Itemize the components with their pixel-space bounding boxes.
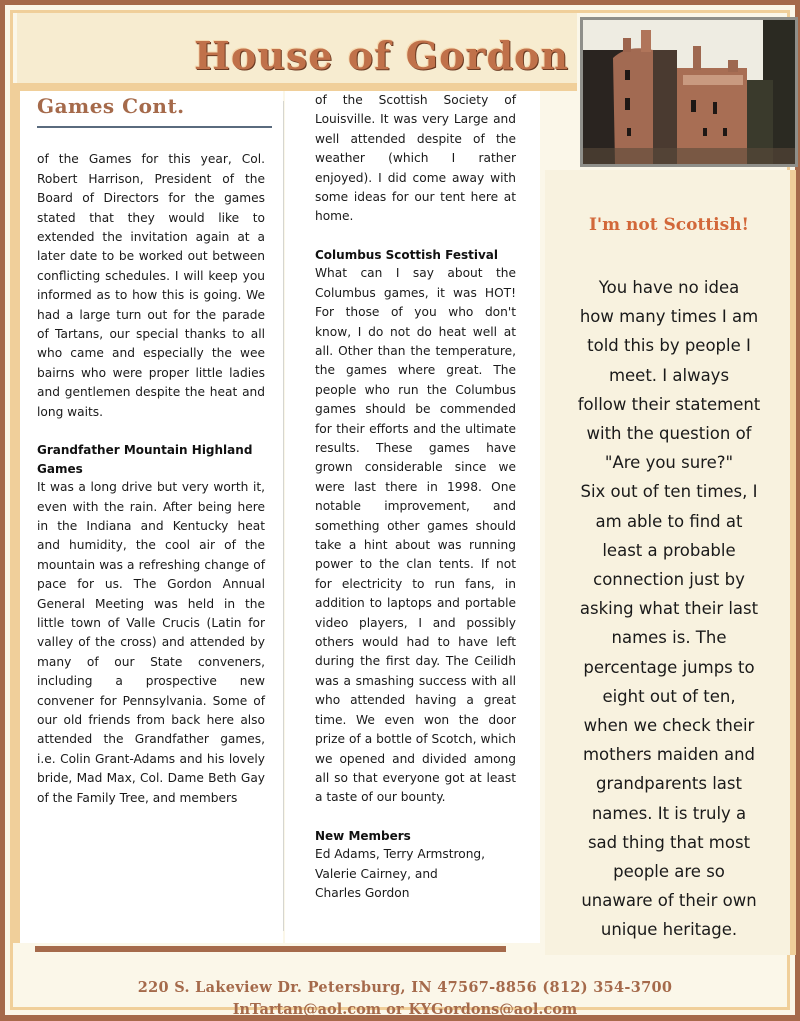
heading-rule bbox=[37, 126, 272, 128]
column-2 bbox=[285, 91, 540, 943]
right-gold-edge bbox=[790, 170, 796, 955]
sidebar-line: Six out of ten times, I bbox=[580, 482, 758, 502]
column-divider bbox=[283, 101, 284, 931]
sidebar-body bbox=[553, 273, 785, 945]
sidebar-title: I'm not Scottish! bbox=[588, 215, 750, 235]
sidebar-line: follow their statement bbox=[577, 394, 761, 414]
sidebar-line: unique heritage. bbox=[600, 920, 738, 940]
sidebar-line: asking what their last bbox=[579, 599, 759, 619]
sidebar-line: names is. The bbox=[611, 628, 727, 648]
footer-address: 220 S. Lakeview Dr. Petersburg, IN 47567-8856 (812) 354-3700 bbox=[137, 979, 673, 996]
sidebar-line: percentage jumps to bbox=[583, 657, 755, 677]
member-line: Ed Adams, Terry Armstrong, bbox=[315, 847, 486, 862]
sidebar-line: unaware of their own bbox=[581, 891, 757, 911]
left-gold-bar bbox=[10, 83, 20, 943]
games-continued-paragraph: of the Games for this year, Col. Robert Harrison, President of the Board of Directors for the games stated that they would like to extended the invitation again at a later date to be worked out between conflicting schedules. I will keep you informed as to how this is going. We had a large turn out for the parade of Tartans, our special thanks to all who came and especially the wee bairns who were proper little ladies and gentlemen despite the heat and long waits. bbox=[37, 152, 265, 419]
member-line: Charles Gordon bbox=[315, 886, 410, 901]
masthead-rule bbox=[17, 83, 577, 91]
sidebar-line: sad thing that most bbox=[587, 832, 751, 852]
sidebar-line: eight out of ten, bbox=[602, 686, 736, 706]
louisville-paragraph: of the Scottish Society of Louisville. It was very Large and well attended despite of the weather (which I rather enjoyed). I did come away with some ideas for our tent here at home. bbox=[315, 93, 516, 224]
sidebar-line: how many times I am bbox=[579, 307, 759, 327]
sidebar-line: told this by people I bbox=[587, 336, 751, 356]
sidebar-line: am able to find at bbox=[595, 511, 743, 531]
sidebar-line: with the question of bbox=[586, 424, 752, 444]
sidebar-line: grandparents last bbox=[596, 774, 742, 794]
castle-photo bbox=[580, 17, 798, 167]
sidebar-line: "Are you sure?" bbox=[604, 453, 734, 473]
sidebar-line: when we check their bbox=[583, 716, 755, 736]
columbus-paragraph: What can I say about the Columbus games, it was HOT! For those of you who don't know, I do not do heat well at all. Other than the temperature, the games where great. The people who run the Columbus games should be commended for their efforts and the ultimate results. These games have grown considerable since we were last there in 1998. One notable improvement, and something other games should take a hint about was running power to the clan tents. If not for electricity to run fans, in addition to laptops and portable video players, I and possibly others would had to have left during the first day. The Ceilidh was a smashing success with all who attended having a great time. We even won the door prize of a bottle of Scotch, which we opened and divided among all so that everyone got at least a taste of our bounty. bbox=[315, 266, 516, 805]
column-1 bbox=[20, 91, 283, 943]
sidebar-line: You have no idea bbox=[598, 278, 740, 297]
member-line: Valerie Cairney, and bbox=[315, 866, 438, 881]
subhead-new-members: New Members bbox=[315, 828, 411, 843]
subhead-grandfather-mountain: Grandfather Mountain Highland Games bbox=[37, 443, 253, 476]
sidebar-line: mothers maiden and bbox=[582, 745, 755, 765]
bottom-rule bbox=[35, 946, 506, 952]
sidebar-line: least a probable bbox=[602, 540, 736, 560]
sidebar-line: connection just by bbox=[593, 570, 745, 590]
masthead bbox=[17, 13, 577, 83]
castle-ruins-image bbox=[583, 20, 795, 164]
footer-email-links[interactable]: InTartan@aol.com or KYGordons@aol.com bbox=[232, 1001, 578, 1018]
masthead-title: House of Gordon bbox=[194, 33, 569, 78]
sidebar-line: names. It is truly a bbox=[591, 803, 747, 823]
grandfather-mountain-paragraph: It was a long drive but very worth it, even with the rain. After being here in the Indiana and Kentucky heat and humidity, the cool air of the mountain was a refreshing change of pace for us. The Gordon Annual General Meeting was held in the little town of Valle Crucis (Latin for valley of the cross) and attended by many of our State conveners, including a prospective new convener for Pennsylvania. Some of our old friends from back here also attended the Grandfather games, i.e. Colin Grant-Adams and his lovely bride, Mad Max, Col. Dame Beth Gay of the Family Tree, and members bbox=[37, 480, 265, 805]
footer-contact bbox=[13, 957, 797, 1017]
sidebar-callout bbox=[545, 170, 793, 955]
sidebar-line: meet. I always bbox=[608, 365, 730, 385]
section-heading: Games Cont. bbox=[37, 94, 185, 118]
sidebar-line: people are so bbox=[613, 862, 725, 882]
subhead-columbus-festival: Columbus Scottish Festival bbox=[315, 247, 498, 262]
